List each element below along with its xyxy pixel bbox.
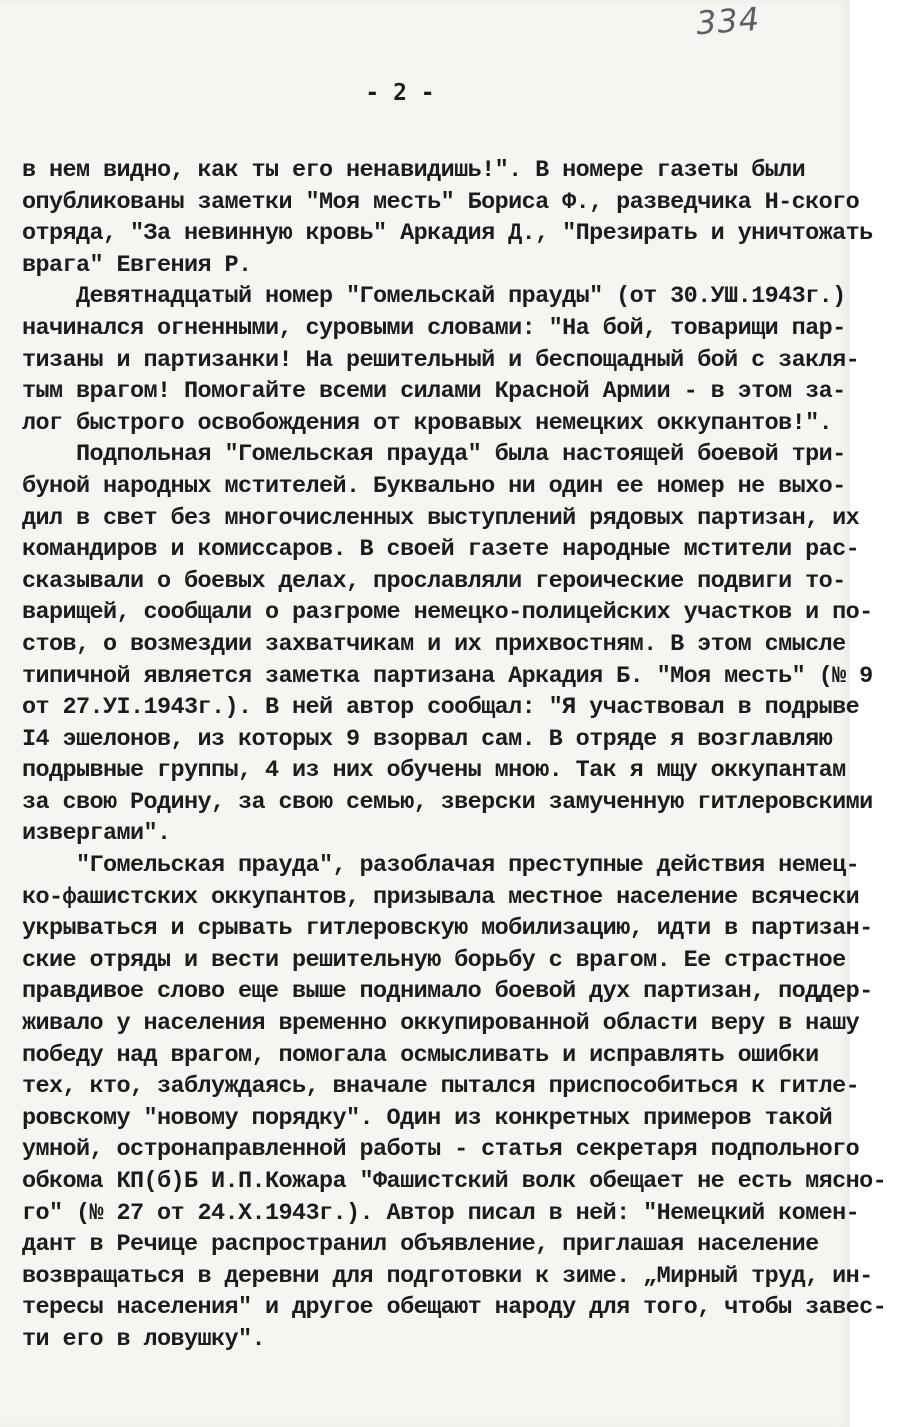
text-line: дил в свет без многочисленных выступлений рядовых партизан, их — [22, 504, 860, 532]
text-line: в нем видно, как ты его ненавидишь!". В номере газеты были — [22, 157, 806, 184]
text-line: опубликованы заметки "Моя месть" Бориса Ф., разведчика Н-ского — [22, 188, 860, 216]
body-text — [22, 155, 887, 1356]
text-line: подрывные группы, 4 из них обучены мною. Так я мщу оккупантам — [22, 757, 846, 785]
text-line: тизаны и партизанки! На решительный и беспощадный бой с закля- — [22, 346, 860, 374]
text-line: Подпольная "Гомельская прауда" была настоящей боевой три- — [22, 441, 846, 469]
text-line: живало у населения временно оккупированной области веру в нашу — [22, 1010, 860, 1038]
text-line: возвращаться в деревни для подготовки к зиме. „Мирный труд, ин- — [22, 1262, 873, 1290]
text-line: ровскому "новому порядку". Один из конкретных примеров такой — [22, 1104, 833, 1132]
text-line: сказывали о боевых делах, прославляли героические подвиги то- — [22, 567, 846, 595]
text-line: обкома КП(б)Б И.П.Кожара "Фашистский волк обещает не есть мясно- — [22, 1168, 887, 1195]
text-line: типичной является заметка партизана Аркадия Б. "Моя месть" (№ 9 — [22, 662, 873, 690]
text-line: отряда, "За невинную кровь" Аркадия Д., "Презирать и уничтожать — [22, 220, 873, 248]
text-line: тех, кто, заблуждаясь, вначале пытался приспособиться к гитле- — [22, 1073, 860, 1101]
text-line: "Гомельская прауда", разоблачая преступные действия немец- — [22, 852, 860, 880]
text-line: командиров и комиссаров. В своей газете народные мстители рас- — [22, 536, 860, 564]
text-line: умной, остронаправленной работы - статья секретаря подпольного — [22, 1136, 860, 1164]
text-line: тым врагом! Помогайте всеми силами Красной Армии - в этом за- — [22, 378, 846, 406]
text-line: ти его в ловушку". — [22, 1325, 266, 1353]
text-line: извергами". — [22, 820, 171, 848]
text-line: стов, о возмездии захватчикам и их прихвостням. В этом смысле — [22, 630, 846, 658]
text-line: за свою Родину, за свою семью, зверски замученную гитлеровскими — [22, 788, 873, 816]
archive-page-number: 334 — [694, 0, 762, 43]
text-line: врага" Евгения Р. — [22, 251, 252, 279]
text-line: правдивое слово еще выше поднимало боевой дух партизан, поддер- — [22, 978, 873, 1006]
text-line: го" (№ 27 от 24.Х.1943г.). Автор писал в ней: "Немецкий комен- — [22, 1199, 860, 1227]
page-number: - 2 - — [365, 80, 435, 106]
text-line: ко-фашистских оккупантов, призывала местное население всячески — [22, 883, 860, 911]
text-line: лог быстрого освобождения от кровавых немецких оккупантов!". — [22, 409, 833, 437]
text-line: победу над врагом, помогала осмысливать и исправлять ошибки — [22, 1041, 819, 1069]
text-line: I4 эшелонов, из которых 9 взорвал сам. В отряде я возглавляю — [22, 725, 833, 753]
text-line: варищей, сообщали о разгроме немецко-полицейских участков и по- — [22, 599, 873, 627]
text-line: укрываться и срывать гитлеровскую мобилизацию, идти в партизан- — [22, 915, 873, 943]
text-line: дант в Речице распространил объявление, приглашая население — [22, 1231, 819, 1259]
text-line: Девятнадцатый номер "Гомельскай прауды" (от 30.УШ.1943г.) — [22, 283, 846, 311]
text-line: ские отряды и вести решительную борьбу с врагом. Ее страстное — [22, 946, 846, 974]
text-line: буной народных мстителей. Буквально ни один ее номер не выхо- — [22, 472, 846, 500]
text-line: от 27.УI.1943г.). В ней автор сообщал: "Я участвовал в подрыве — [22, 694, 860, 722]
text-line: тересы населения" и другое обещают народу для того, чтобы завес- — [22, 1294, 887, 1322]
text-line: начинался огненными, суровыми словами: "На бой, товарищи пар- — [22, 314, 846, 342]
